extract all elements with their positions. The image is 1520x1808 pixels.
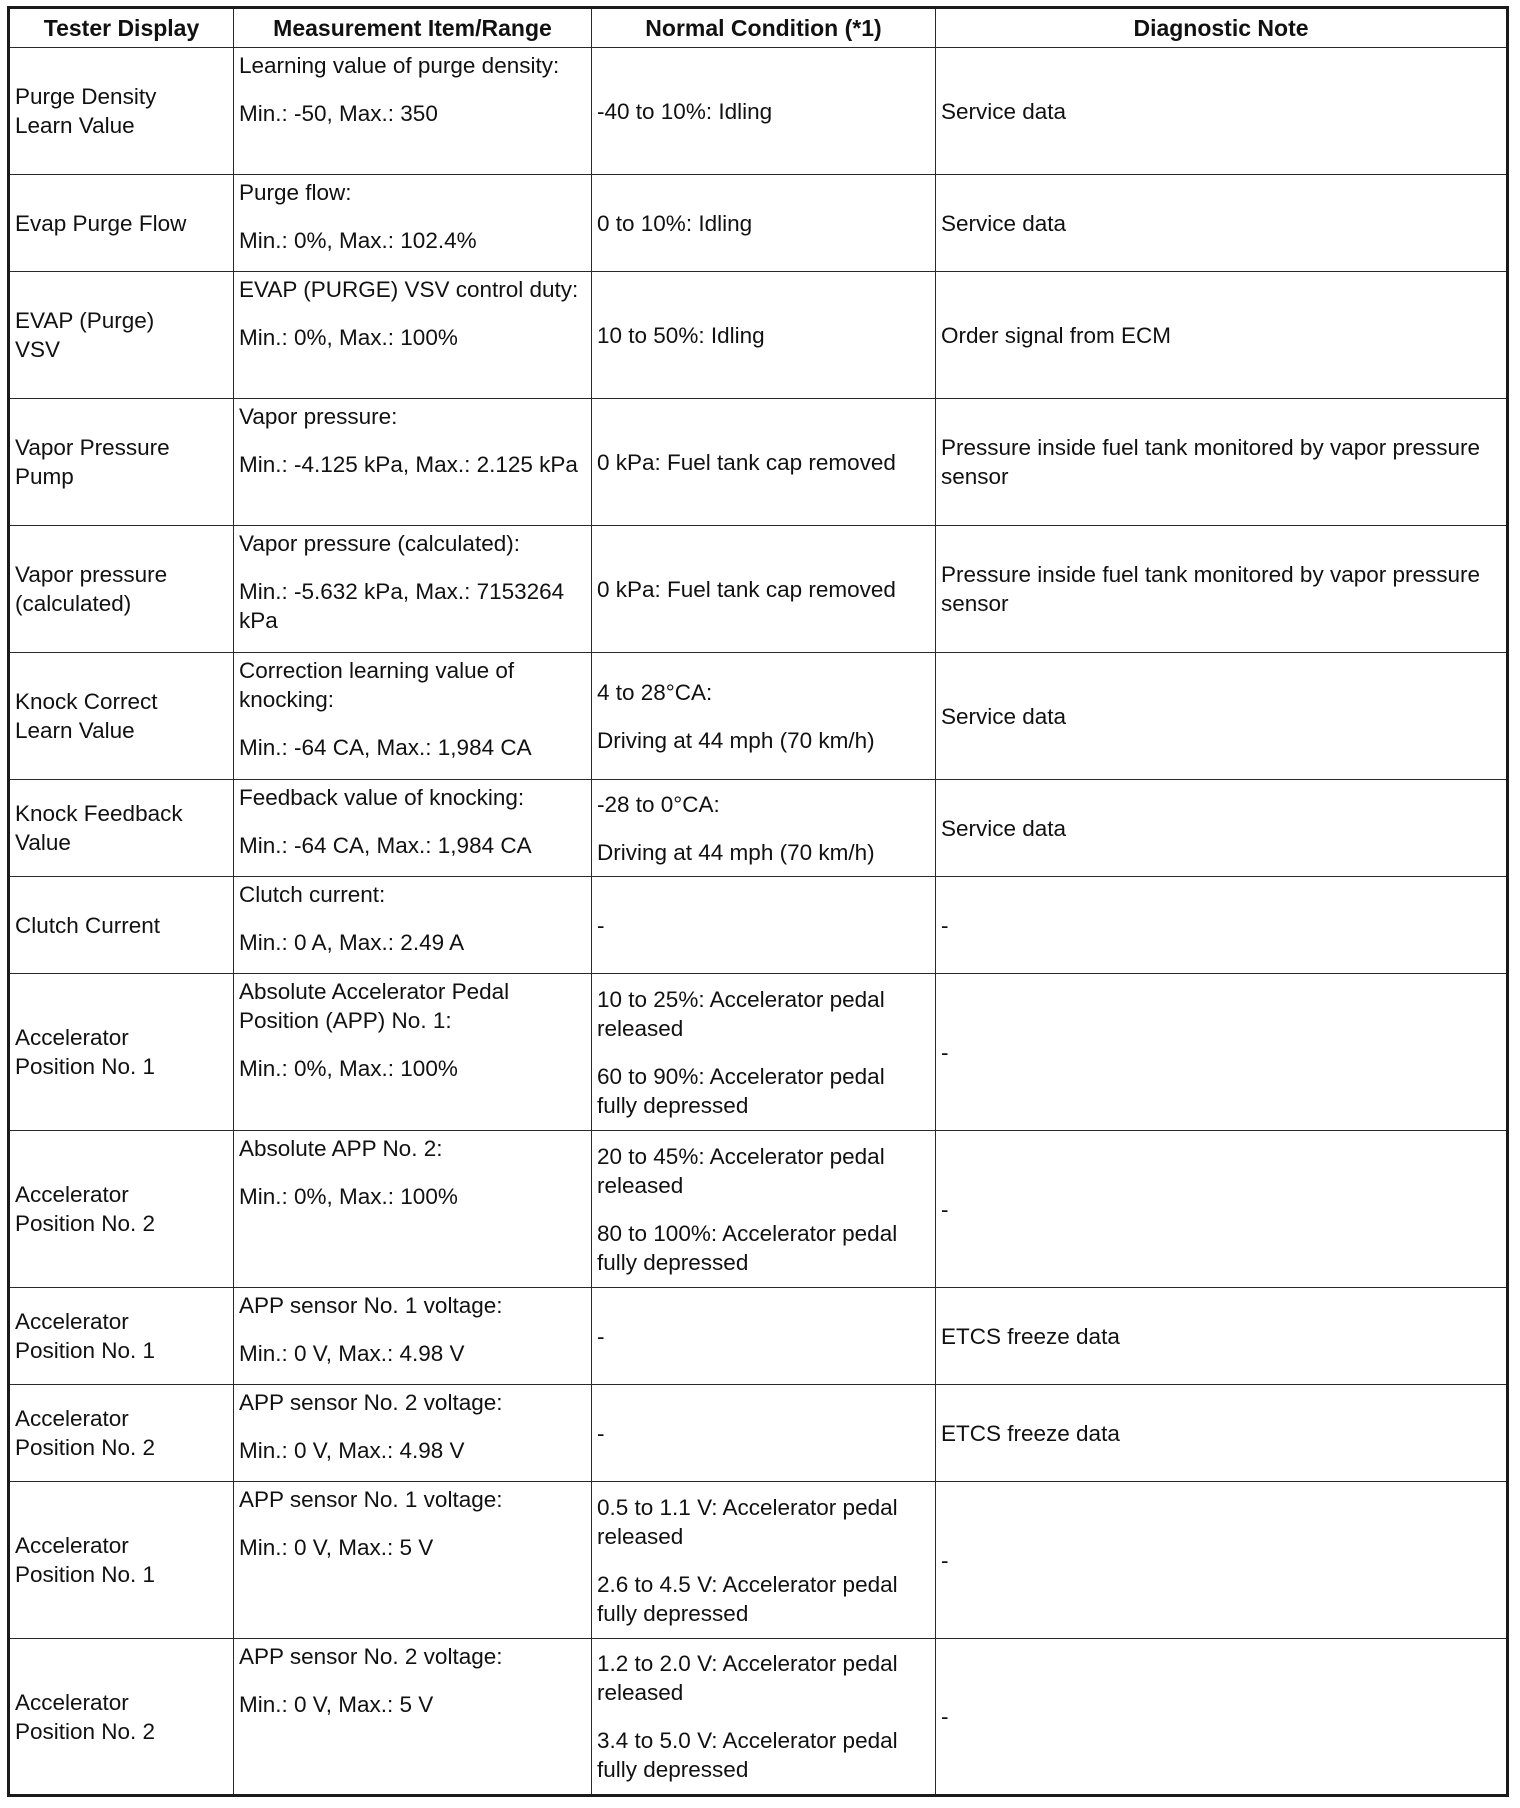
tester-display-cell	[9, 526, 234, 653]
table-row	[9, 1131, 1508, 1288]
normal-condition-cell	[592, 780, 936, 877]
measurement-item-text: APP sensor No. 2 voltage:	[239, 1644, 503, 1669]
tester-display-text: Clutch Current	[15, 912, 161, 938]
measurement-range-text: Min.: 0 V, Max.: 5 V	[239, 1535, 434, 1560]
measurement-range-text: Min.: 0 V, Max.: 4.98 V	[239, 1438, 465, 1463]
paragraph-gap	[239, 431, 586, 450]
measurement-cell	[234, 974, 592, 1131]
paragraph-gap	[239, 1035, 586, 1054]
measurement-range-text: Min.: 0 A, Max.: 2.49 A	[239, 930, 465, 955]
header-tester-display: Tester Display	[9, 8, 234, 48]
tester-display-text: Position No. 2	[15, 1211, 156, 1236]
header-row	[9, 8, 1508, 48]
table-row	[9, 1639, 1508, 1796]
diagnostic-note-text: -	[941, 912, 949, 938]
diagnostic-note-cell	[936, 1288, 1508, 1385]
normal-condition-text: 10 to 25%: Accelerator pedal released	[597, 986, 885, 1041]
tester-display-text: Accelerator	[15, 1309, 129, 1334]
tester-display-cell	[9, 653, 234, 780]
tester-display-text: Learn Value	[15, 718, 135, 743]
normal-condition-cell	[592, 526, 936, 653]
normal-condition-text: 4 to 28°CA:	[597, 679, 713, 705]
measurement-cell	[234, 1131, 592, 1288]
tester-display-text: Position No. 1	[15, 1562, 156, 1587]
normal-condition-text: Driving at 44 mph (70 km/h)	[597, 839, 875, 865]
measurement-cell	[234, 399, 592, 526]
tester-display-text: Accelerator	[15, 1182, 129, 1207]
tester-display-text: Knock Feedback	[15, 801, 183, 826]
header-diagnostic-note: Diagnostic Note	[936, 8, 1508, 48]
tester-display-cell	[9, 1288, 234, 1385]
measurement-item-text: Vapor pressure (calculated):	[239, 531, 520, 556]
paragraph-gap	[239, 909, 586, 928]
tester-display-text: Evap Purge Flow	[15, 210, 187, 236]
tester-display-text: Vapor Pressure	[15, 435, 170, 460]
measurement-cell	[234, 877, 592, 974]
diagnostic-note-text: Pressure inside fuel tank monitored by vapor pressure sensor	[941, 435, 1481, 489]
diagnostic-note-cell	[936, 175, 1508, 272]
tester-display-cell	[9, 272, 234, 399]
diagnostic-note-cell	[936, 877, 1508, 974]
diagnostic-note-text: -	[941, 1704, 949, 1729]
measurement-item-text: APP sensor No. 2 voltage:	[239, 1390, 503, 1415]
tester-display-text: (calculated)	[15, 591, 132, 616]
tester-display-text: Position No. 1	[15, 1338, 156, 1363]
normal-condition-text: 0.5 to 1.1 V: Accelerator pedal released	[597, 1494, 898, 1549]
table-row	[9, 974, 1508, 1131]
paragraph-gap	[239, 1417, 586, 1436]
table-row	[9, 175, 1508, 272]
table-row	[9, 526, 1508, 653]
table-row	[9, 1288, 1508, 1385]
normal-condition-text: 3.4 to 5.0 V: Accelerator pedal fully depressed	[597, 1728, 898, 1782]
measurement-item-text: Correction learning value of knocking:	[239, 658, 515, 712]
measurement-cell	[234, 48, 592, 175]
diagnostic-note-cell	[936, 399, 1508, 526]
paragraph-gap	[239, 80, 586, 99]
measurement-item-text: Purge flow:	[239, 180, 352, 205]
diagnostic-note-text: Service data	[941, 98, 1067, 124]
normal-condition-text: Driving at 44 mph (70 km/h)	[597, 727, 875, 753]
diagnostic-note-text: -	[941, 1196, 949, 1222]
tester-display-cell	[9, 399, 234, 526]
measurement-item-text: Feedback value of knocking:	[239, 785, 525, 810]
normal-condition-text: -40 to 10%: Idling	[597, 98, 773, 124]
measurement-range-text: Min.: -5.632 kPa, Max.: 7153264 kPa	[239, 579, 565, 633]
measurement-item-text: Absolute Accelerator Pedal Position (APP) No. 1:	[239, 979, 510, 1033]
tester-display-cell	[9, 48, 234, 175]
tester-display-text: Accelerator	[15, 1689, 129, 1715]
measurement-range-text: Min.: 0%, Max.: 100%	[239, 1184, 458, 1209]
normal-condition-cell	[592, 1482, 936, 1639]
table-row	[9, 1482, 1508, 1639]
tester-display-text: Accelerator	[15, 1533, 129, 1558]
diagnostic-note-text: Service data	[941, 815, 1067, 841]
normal-condition-cell	[592, 1131, 936, 1288]
diagnostic-note-cell	[936, 974, 1508, 1131]
normal-condition-cell	[592, 877, 936, 974]
normal-condition-text: 2.6 to 4.5 V: Accelerator pedal fully depressed	[597, 1571, 898, 1626]
table-row	[9, 877, 1508, 974]
paragraph-gap	[597, 1043, 930, 1062]
paragraph-gap	[597, 819, 930, 838]
diagnostic-note-cell	[936, 1639, 1508, 1796]
normal-condition-text: -	[597, 1420, 605, 1446]
diagnostic-note-text: Service data	[941, 703, 1067, 729]
paragraph-gap	[597, 707, 930, 726]
measurement-range-text: Min.: 0 V, Max.: 4.98 V	[239, 1341, 465, 1366]
diagnostic-note-cell	[936, 653, 1508, 780]
measurement-item-text: EVAP (PURGE) VSV control duty:	[239, 277, 579, 302]
diagnostic-note-text: ETCS freeze data	[941, 1323, 1120, 1349]
measurement-cell	[234, 1385, 592, 1482]
tester-display-text: Pump	[15, 464, 74, 489]
paragraph-gap	[239, 304, 586, 323]
normal-condition-cell	[592, 653, 936, 780]
normal-condition-text: -	[597, 1323, 605, 1349]
tester-display-cell	[9, 877, 234, 974]
data-list-sheet	[7, 6, 1506, 1797]
paragraph-gap	[239, 207, 586, 226]
paragraph-gap	[239, 1514, 586, 1533]
measurement-range-text: Min.: 0%, Max.: 102.4%	[239, 228, 477, 253]
normal-condition-cell	[592, 399, 936, 526]
tester-display-cell	[9, 1385, 234, 1482]
header-measurement-item: Measurement Item/Range	[234, 8, 592, 48]
measurement-item-text: Clutch current:	[239, 882, 386, 907]
tester-display-text: VSV	[15, 337, 61, 362]
normal-condition-text: 0 to 10%: Idling	[597, 210, 753, 236]
paragraph-gap	[239, 1320, 586, 1339]
measurement-range-text: Min.: -4.125 kPa, Max.: 2.125 kPa	[239, 452, 578, 477]
tester-display-cell	[9, 175, 234, 272]
normal-condition-text: 0 kPa: Fuel tank cap removed	[597, 576, 896, 602]
tester-display-cell	[9, 1482, 234, 1639]
tester-display-text: Position No. 2	[15, 1718, 156, 1744]
tester-display-text: Value	[15, 830, 71, 855]
table-row	[9, 272, 1508, 399]
paragraph-gap	[597, 1200, 930, 1219]
normal-condition-cell	[592, 1385, 936, 1482]
diagnostic-note-cell	[936, 48, 1508, 175]
tester-display-cell	[9, 1131, 234, 1288]
normal-condition-cell	[592, 175, 936, 272]
measurement-cell	[234, 1639, 592, 1796]
diagnostic-note-text: ETCS freeze data	[941, 1420, 1120, 1446]
measurement-cell	[234, 175, 592, 272]
table-row	[9, 780, 1508, 877]
header-normal-condition: Normal Condition (*1)	[592, 8, 936, 48]
normal-condition-text: -28 to 0°CA:	[597, 791, 720, 817]
normal-condition-cell	[592, 48, 936, 175]
measurement-range-text: Min.: -64 CA, Max.: 1,984 CA	[239, 735, 532, 760]
tester-display-text: Purge Density	[15, 84, 157, 109]
diagnostic-note-text: -	[941, 1547, 949, 1573]
measurement-item-text: Vapor pressure:	[239, 404, 398, 429]
paragraph-gap	[597, 1551, 930, 1570]
normal-condition-text: 80 to 100%: Accelerator pedal fully depressed	[597, 1220, 898, 1275]
measurement-cell	[234, 1288, 592, 1385]
diagnostic-note-text: Service data	[941, 210, 1067, 236]
paragraph-gap	[239, 1671, 586, 1690]
tester-display-text: Position No. 1	[15, 1054, 156, 1079]
measurement-item-text: Absolute APP No. 2:	[239, 1136, 443, 1161]
measurement-cell	[234, 526, 592, 653]
diagnostic-note-cell	[936, 526, 1508, 653]
tester-display-text: Accelerator	[15, 1025, 129, 1050]
paragraph-gap	[239, 1163, 586, 1182]
table-row	[9, 48, 1508, 175]
diagnostic-note-text: Pressure inside fuel tank monitored by vapor pressure sensor	[941, 562, 1481, 616]
measurement-item-text: Learning value of purge density:	[239, 53, 560, 78]
measurement-item-text: APP sensor No. 1 voltage:	[239, 1293, 503, 1318]
measurement-range-text: Min.: -50, Max.: 350	[239, 101, 438, 126]
tester-display-cell	[9, 974, 234, 1131]
normal-condition-cell	[592, 272, 936, 399]
measurement-range-text: Min.: 0%, Max.: 100%	[239, 1056, 458, 1081]
tester-display-text: Position No. 2	[15, 1435, 156, 1460]
measurement-cell	[234, 272, 592, 399]
table-body	[9, 48, 1508, 1796]
normal-condition-text: -	[597, 912, 605, 938]
normal-condition-text: 60 to 90%: Accelerator pedal fully depressed	[597, 1063, 885, 1118]
paragraph-gap	[239, 714, 586, 733]
measurement-range-text: Min.: 0 V, Max.: 5 V	[239, 1692, 434, 1717]
diagnostic-note-cell	[936, 780, 1508, 877]
data-list-table	[7, 6, 1509, 1797]
diagnostic-note-text: Order signal from ECM	[941, 322, 1172, 348]
tester-display-text: EVAP (Purge)	[15, 308, 155, 333]
diagnostic-note-cell	[936, 1482, 1508, 1639]
normal-condition-cell	[592, 974, 936, 1131]
paragraph-gap	[239, 812, 586, 831]
normal-condition-cell	[592, 1639, 936, 1796]
normal-condition-text: 20 to 45%: Accelerator pedal released	[597, 1143, 885, 1198]
measurement-cell	[234, 1482, 592, 1639]
paragraph-gap	[597, 1707, 930, 1726]
measurement-cell	[234, 780, 592, 877]
tester-display-cell	[9, 1639, 234, 1796]
paragraph-gap	[239, 558, 586, 577]
table-row	[9, 653, 1508, 780]
measurement-cell	[234, 653, 592, 780]
tester-display-text: Knock Correct	[15, 689, 158, 714]
normal-condition-text: 10 to 50%: Idling	[597, 322, 765, 348]
tester-display-text: Accelerator	[15, 1406, 129, 1431]
normal-condition-text: 0 kPa: Fuel tank cap removed	[597, 449, 896, 475]
tester-display-text: Vapor pressure	[15, 562, 168, 587]
diagnostic-note-cell	[936, 272, 1508, 399]
table-row	[9, 399, 1508, 526]
tester-display-text: Learn Value	[15, 113, 135, 138]
diagnostic-note-text: -	[941, 1039, 949, 1065]
table-row	[9, 1385, 1508, 1482]
measurement-item-text: APP sensor No. 1 voltage:	[239, 1487, 503, 1512]
measurement-range-text: Min.: 0%, Max.: 100%	[239, 325, 458, 350]
tester-display-cell	[9, 780, 234, 877]
measurement-range-text: Min.: -64 CA, Max.: 1,984 CA	[239, 833, 532, 858]
normal-condition-text: 1.2 to 2.0 V: Accelerator pedal released	[597, 1651, 898, 1705]
diagnostic-note-cell	[936, 1131, 1508, 1288]
normal-condition-cell	[592, 1288, 936, 1385]
diagnostic-note-cell	[936, 1385, 1508, 1482]
